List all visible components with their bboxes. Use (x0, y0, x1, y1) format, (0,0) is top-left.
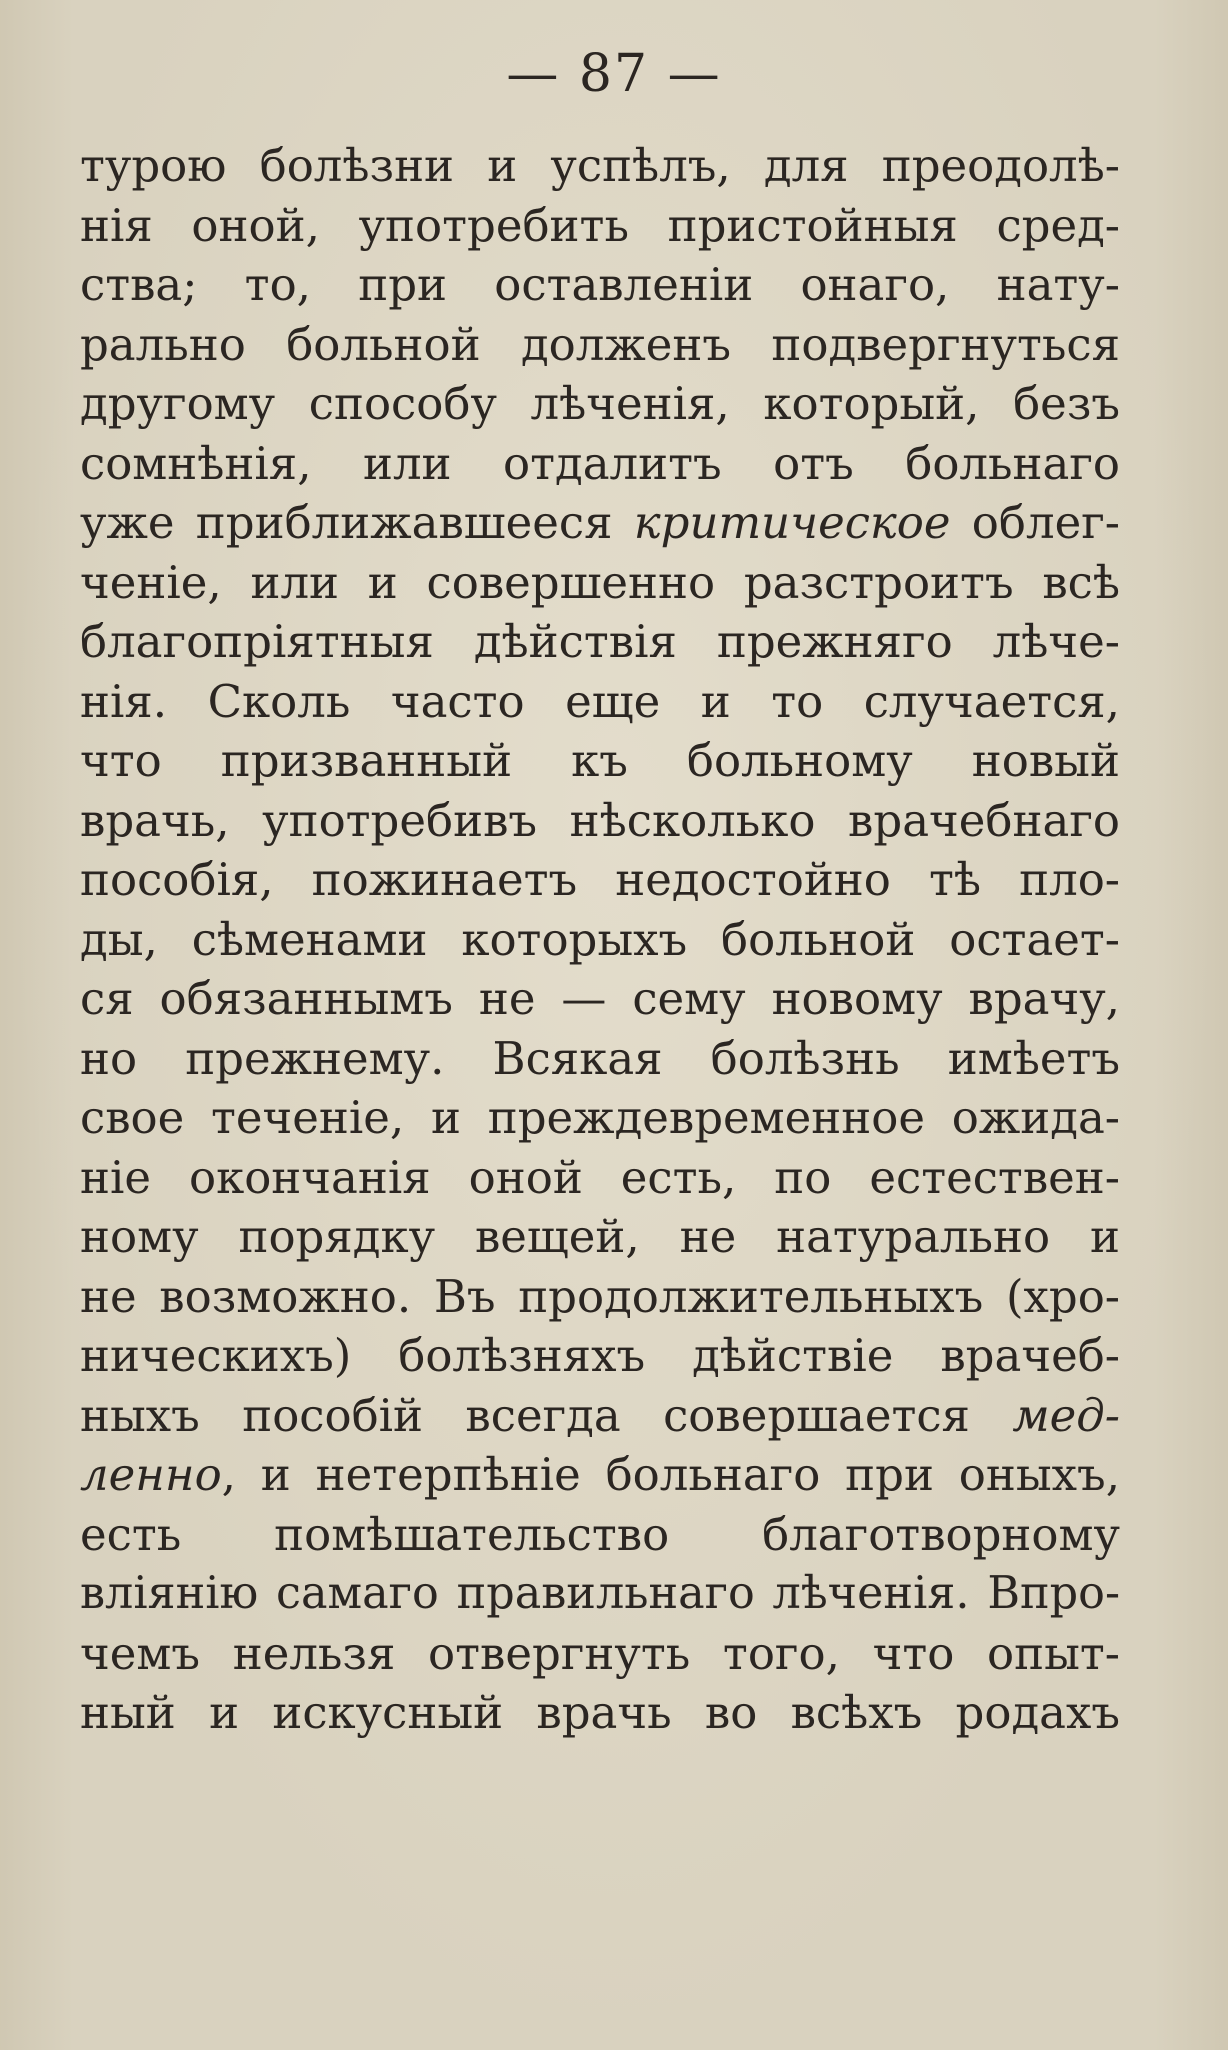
text-segment: есть помѣшательство благотворному (80, 1507, 1120, 1561)
text-segment: другому способу лѣченія, который, безъ (80, 377, 1120, 430)
text-line (80, 1386, 1120, 1446)
text-segment: ства; то, при оставленіи онаго, нату- (80, 258, 1120, 311)
text-segment: ды, сѣменами которыхъ больной остает- (80, 912, 1120, 966)
text-line (80, 910, 1120, 970)
text-segment: турою болѣзни и успѣлъ, для преодолѣ- (80, 139, 1120, 192)
text-line (80, 1505, 1120, 1565)
text-line (80, 850, 1120, 910)
text-line (80, 791, 1120, 851)
text-line (80, 196, 1120, 256)
text-segment: свое теченіе, и преждевременное ожида- (80, 1091, 1120, 1144)
body-text (80, 136, 1120, 1743)
page-number: — 87 — (506, 44, 722, 104)
text-line (80, 1148, 1120, 1208)
text-line (80, 1445, 1120, 1505)
italic-text: мед- (1012, 1388, 1120, 1442)
text-line (80, 1207, 1120, 1267)
text-segment: врачь, употребивъ нѣсколько врачебнаго (80, 793, 1120, 847)
text-line (80, 969, 1120, 1029)
text-segment: облег- (950, 496, 1120, 549)
text-line (80, 493, 1120, 553)
text-line (80, 434, 1120, 494)
text-line (80, 553, 1120, 613)
text-segment: нія. Сколь часто еще и то случается, (80, 674, 1120, 728)
text-segment: что призванный къ больному новый (80, 734, 1120, 787)
text-segment: ническихъ) болѣзняхъ дѣйствіе врачеб- (80, 1329, 1120, 1382)
text-segment: ніе окончанія оной есть, по естествен- (80, 1150, 1120, 1204)
text-segment: нія оной, употребить пристойныя сред- (80, 198, 1120, 252)
text-segment: , и нетерпѣніе больнаго при оныхъ, (221, 1448, 1120, 1501)
text-segment: сомнѣнія, или отдалитъ отъ больнаго (80, 436, 1120, 490)
text-line (80, 672, 1120, 732)
italic-text: ленно (80, 1448, 222, 1501)
text-line (80, 374, 1120, 434)
text-segment: не возможно. Въ продолжительныхъ (хро- (80, 1269, 1120, 1323)
text-segment: вліянію самаго правильнаго лѣченія. Впро- (80, 1568, 1120, 1619)
text-line (80, 1267, 1120, 1327)
text-line (80, 136, 1120, 196)
text-line (80, 315, 1120, 375)
text-segment: благопріятныя дѣйствія прежняго лѣче- (80, 615, 1120, 668)
text-segment: ченіе, или и совершенно разстроитъ всѣ (80, 555, 1120, 609)
text-line (80, 1029, 1120, 1089)
text-segment: пособія, пожинаетъ недостойно тѣ пло- (80, 853, 1120, 906)
text-segment: ныхъ пособій всегда совершается (80, 1388, 1013, 1442)
italic-text: критическое (633, 496, 951, 549)
text-line (80, 612, 1120, 672)
text-line (80, 1564, 1120, 1624)
text-line (80, 731, 1120, 791)
text-line (80, 255, 1120, 315)
text-segment: но прежнему. Всякая болѣзнь имѣетъ (80, 1031, 1120, 1085)
text-line (80, 1088, 1120, 1148)
text-segment: ся обязаннымъ не — сему новому врачу, (80, 972, 1120, 1025)
text-segment: ному порядку вещей, не натурально и (80, 1210, 1120, 1263)
text-segment: уже приближавшееся (80, 496, 634, 549)
text-segment: рально больной долженъ подвергнуться (80, 317, 1120, 371)
text-line (80, 1326, 1120, 1386)
text-line (80, 1624, 1120, 1684)
text-line (80, 1683, 1120, 1743)
text-segment: чемъ нельзя отвергнуть того, что опыт- (80, 1626, 1120, 1680)
text-segment: ный и искусный врачь во всѣхъ родахъ (80, 1686, 1120, 1739)
